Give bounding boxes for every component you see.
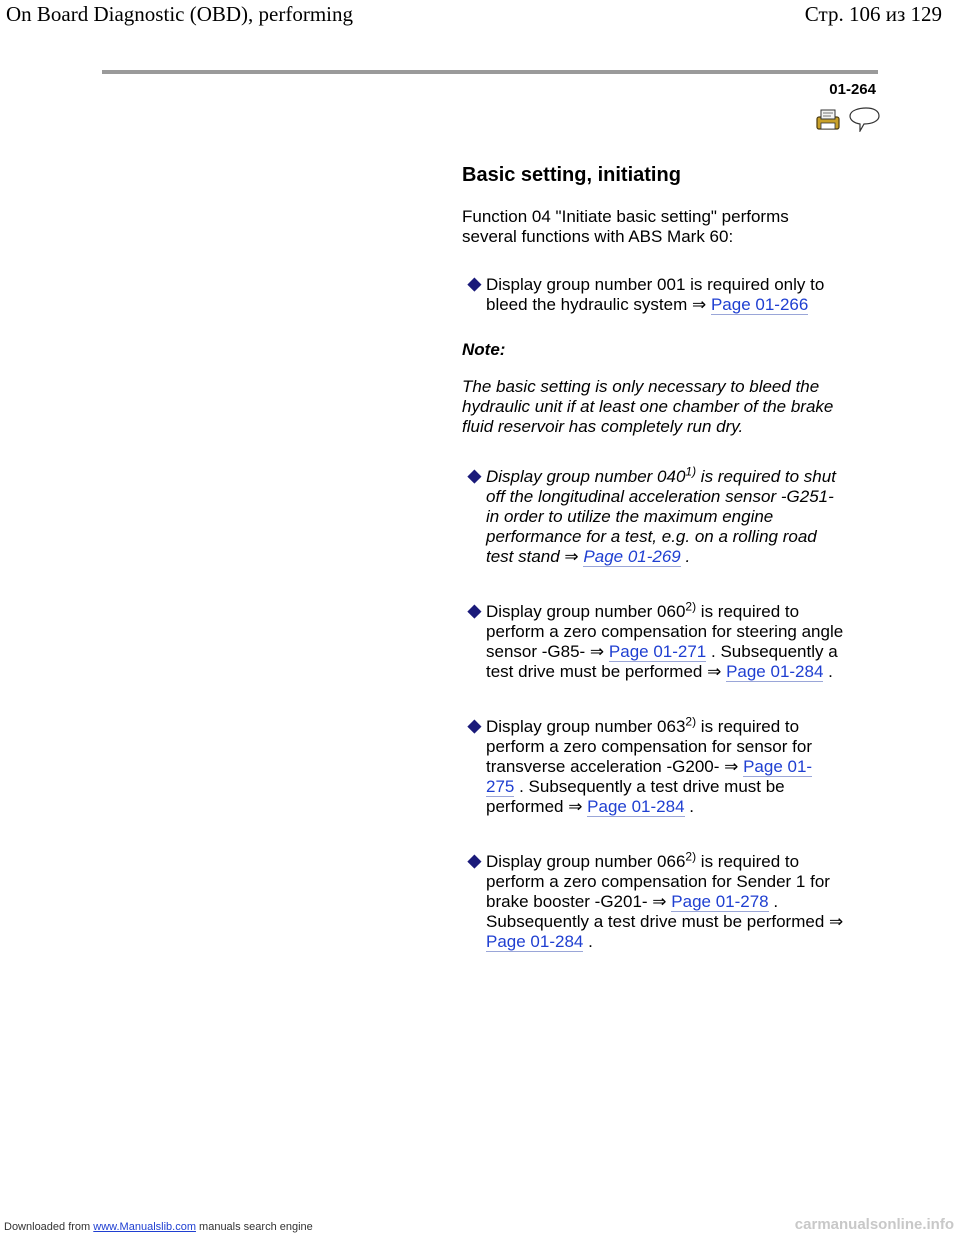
bullet-text: Display group number 040 (486, 467, 686, 486)
page-info: Стр. 106 из 129 (804, 2, 942, 26)
bullet-text: . (680, 547, 691, 566)
diamond-bullet-icon (467, 277, 481, 291)
intro-line: several functions with ABS Mark 60: (462, 227, 734, 246)
footnote-ref: 2) (685, 849, 697, 864)
manualslib-link[interactable]: www.Manualslib.com (93, 1221, 196, 1233)
bullet-text: off the longitudinal acceleration sensor -G251- (486, 487, 834, 506)
download-footer (4, 1221, 313, 1233)
bullet-text: . (768, 892, 779, 911)
bullet-item (466, 714, 866, 817)
note-label: Note: (462, 340, 506, 359)
note-line: fluid reservoir has completely run dry. (462, 417, 744, 436)
bullet-text: Display group number 060 (486, 602, 686, 621)
footnote-ref: 2) (685, 714, 697, 729)
bullet-text: is required to (696, 852, 800, 871)
header-rule (102, 70, 878, 74)
footer-text: manuals search engine (195, 1221, 313, 1233)
bullet-text: sensor -G85- ⇒ (486, 642, 609, 661)
bullet-text: Subsequently a test drive must be performed ⇒ (486, 912, 844, 931)
bullet-text: performance for a test, e.g. on a rolling road (486, 527, 817, 546)
bullet-item (466, 464, 866, 567)
bullet-text: . Subsequently a test drive must be (514, 777, 785, 796)
document-number: 01-264 (829, 81, 876, 98)
watermark: carmanualsonline.info (794, 1216, 954, 1233)
printer-icon[interactable] (817, 110, 839, 129)
bullet-text: perform a zero compensation for steering angle (486, 622, 844, 641)
page-link[interactable]: 275 (486, 777, 515, 796)
bullet-text: in order to utilize the maximum engine (486, 507, 774, 526)
bullet-text: transverse acceleration -G200- ⇒ (486, 757, 744, 776)
diamond-bullet-icon (467, 469, 481, 483)
page-link[interactable]: Page 01-271 (608, 642, 707, 661)
footnote-ref: 1) (685, 464, 697, 479)
bullet-text: is required to shut (696, 467, 836, 486)
bullet-text: perform a zero compensation for sensor for (486, 737, 812, 756)
page-link[interactable]: Page 01-266 (710, 295, 809, 314)
footer-text: Downloaded from (4, 1221, 94, 1233)
bullet-text: Display group number 001 is required only to (486, 275, 825, 294)
note-line: hydraulic unit if at least one chamber of the brake (462, 397, 834, 416)
page-link[interactable]: Page 01-284 (486, 932, 584, 951)
page-link[interactable]: Page 01-269 (583, 547, 681, 566)
page-link[interactable]: Page 01-278 (671, 892, 769, 911)
footnote-ref: 2) (685, 599, 697, 614)
bullet-text: . (823, 662, 833, 681)
intro-paragraph (462, 207, 882, 247)
bullet-text: perform a zero compensation for Sender 1 for (486, 872, 830, 891)
page-link[interactable]: Page 01- (743, 757, 813, 776)
bullet-item (466, 599, 866, 682)
page-link[interactable]: Page 01-284 (587, 797, 685, 816)
diamond-bullet-icon (467, 854, 481, 868)
diamond-bullet-icon (467, 604, 481, 618)
bullet-text: is required to (696, 602, 800, 621)
bullet-text: Display group number 066 (486, 852, 686, 871)
bullet-item (466, 849, 866, 952)
bullet-text: is required to (696, 717, 800, 736)
bullet-text: . (684, 797, 694, 816)
bullet-text: test drive must be performed ⇒ (486, 662, 727, 681)
note-text (462, 377, 882, 437)
bullet-text: performed ⇒ (486, 797, 588, 816)
speech-bubble-icon[interactable] (850, 108, 879, 131)
bullet-item (466, 275, 866, 315)
note-line: The basic setting is only necessary to bleed the (462, 377, 820, 396)
bullet-text: test stand ⇒ (486, 547, 584, 566)
window-title: On Board Diagnostic (OBD), performing (6, 2, 354, 26)
section-title: Basic setting, initiating (462, 164, 681, 186)
bullet-text: brake booster -G201- ⇒ (486, 892, 672, 911)
bullet-text: . (583, 932, 593, 951)
bullet-text: bleed the hydraulic system ⇒ (486, 295, 711, 314)
intro-line: Function 04 "Initiate basic setting" performs (462, 207, 789, 226)
diamond-bullet-icon (467, 719, 481, 733)
page-link[interactable]: Page 01-284 (726, 662, 824, 681)
bullet-text: Display group number 063 (486, 717, 686, 736)
bullet-text: . Subsequently a (706, 642, 838, 661)
toolbar-icons (816, 106, 880, 132)
